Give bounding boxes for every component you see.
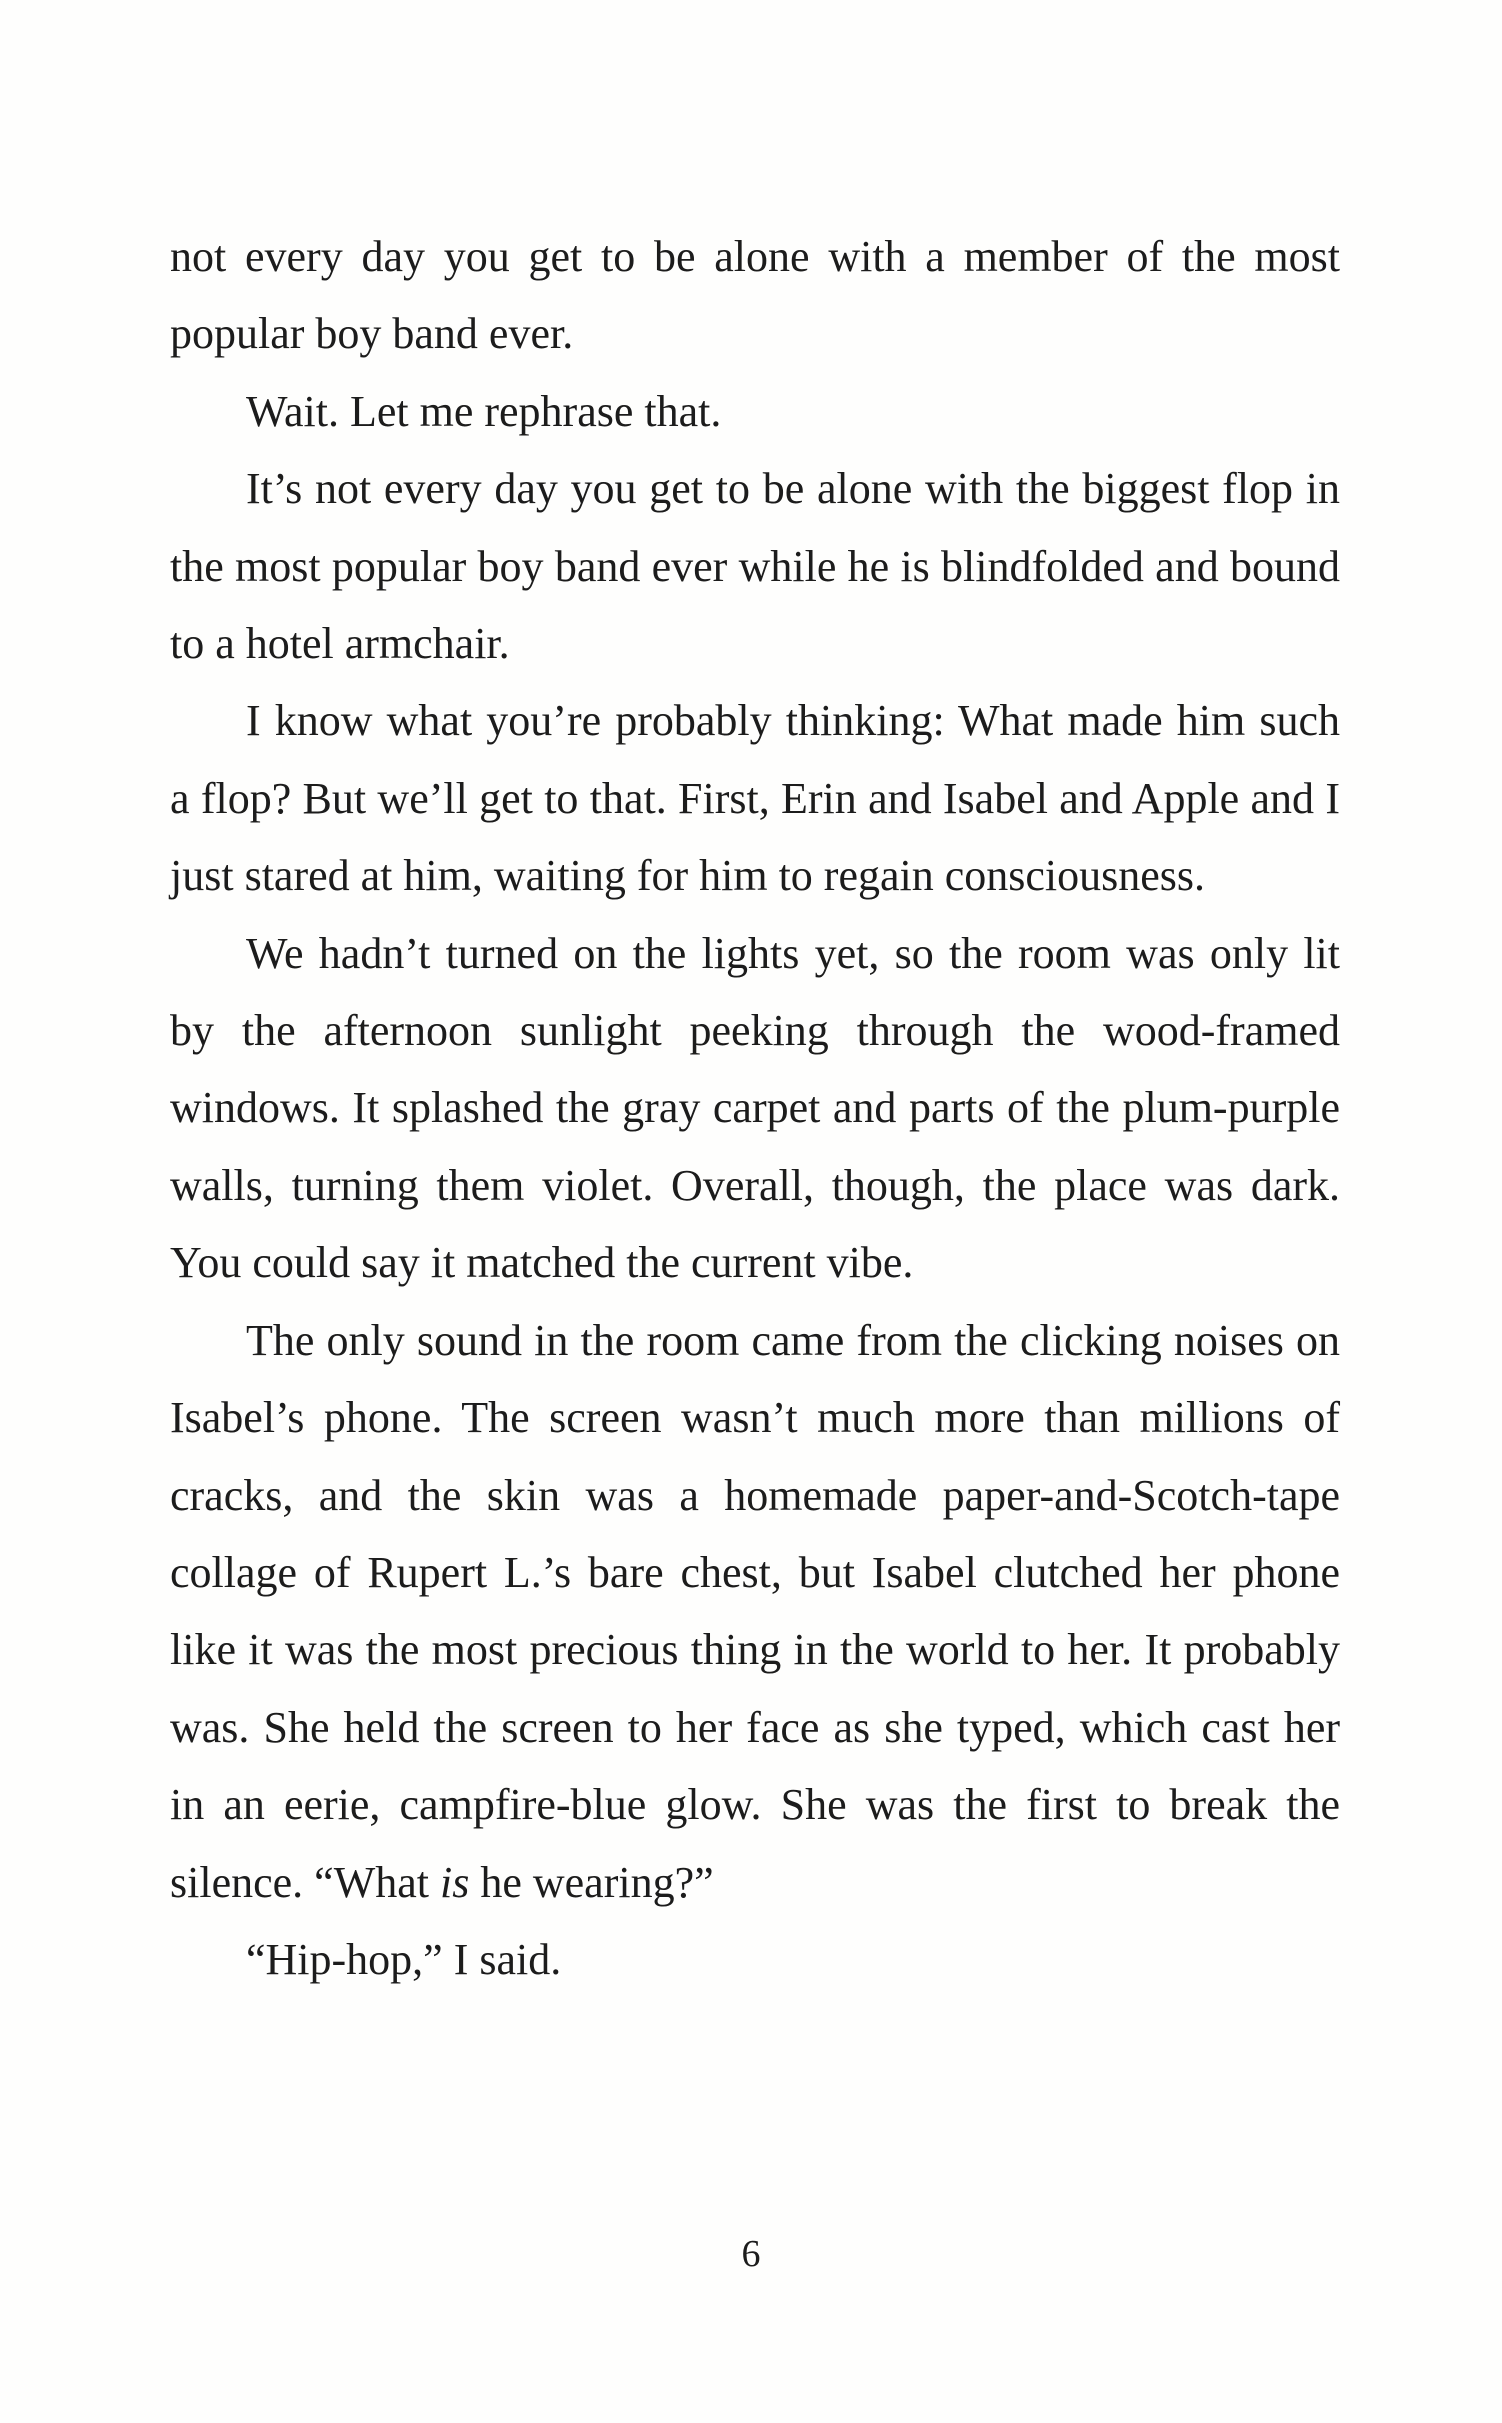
paragraph-6-before: The only sound in the room came from the clicking noises on Isabel’s phone. The screen wasn’t much more than millions of cracks, and the skin was a homemade paper-and-Scotch-tape collage of Rupert L.’s bare chest, but Isabel clutched her phone like it was the most precious thing in the world to her. It probably was. She held the screen to her face as she typed, which cast her in an eerie, campfire-blue glow. She was the first to break the silence. “What (170, 1315, 1340, 1907)
paragraph-6 (170, 1302, 1340, 1921)
page-number: 6 (741, 2233, 761, 2275)
paragraph-7: “Hip-hop,” I said. (246, 1934, 562, 1984)
paragraph-4: I know what you’re probably thinking: What made him such a flop? But we’ll get to that. First, Erin and Isabel and Apple and I just stared at him, waiting for him to regain consciousness. (170, 696, 1340, 901)
paragraph-3: It’s not every day you get to be alone with the biggest flop in the most popular boy band ever while he is blindfolded and bound to a hotel armchair. (170, 464, 1340, 669)
paragraph-6-emphasis: is (439, 1857, 470, 1907)
paragraph-1: not every day you get to be alone with a member of the most popular boy band ever. (170, 232, 1340, 359)
paragraph-5: We hadn’t turned on the lights yet, so the room was only lit by the afternoon sunlight peeking through the wood-framed windows. It splashed the gray carpet and parts of the plum-purple walls, turning them violet. Overall, though, the place was dark. You could say it matched the current vibe. (170, 928, 1340, 1288)
paragraph-6-after: he wearing?” (469, 1857, 714, 1907)
paragraph-2: Wait. Let me rephrase that. (246, 386, 722, 436)
body-text (170, 218, 1340, 1998)
